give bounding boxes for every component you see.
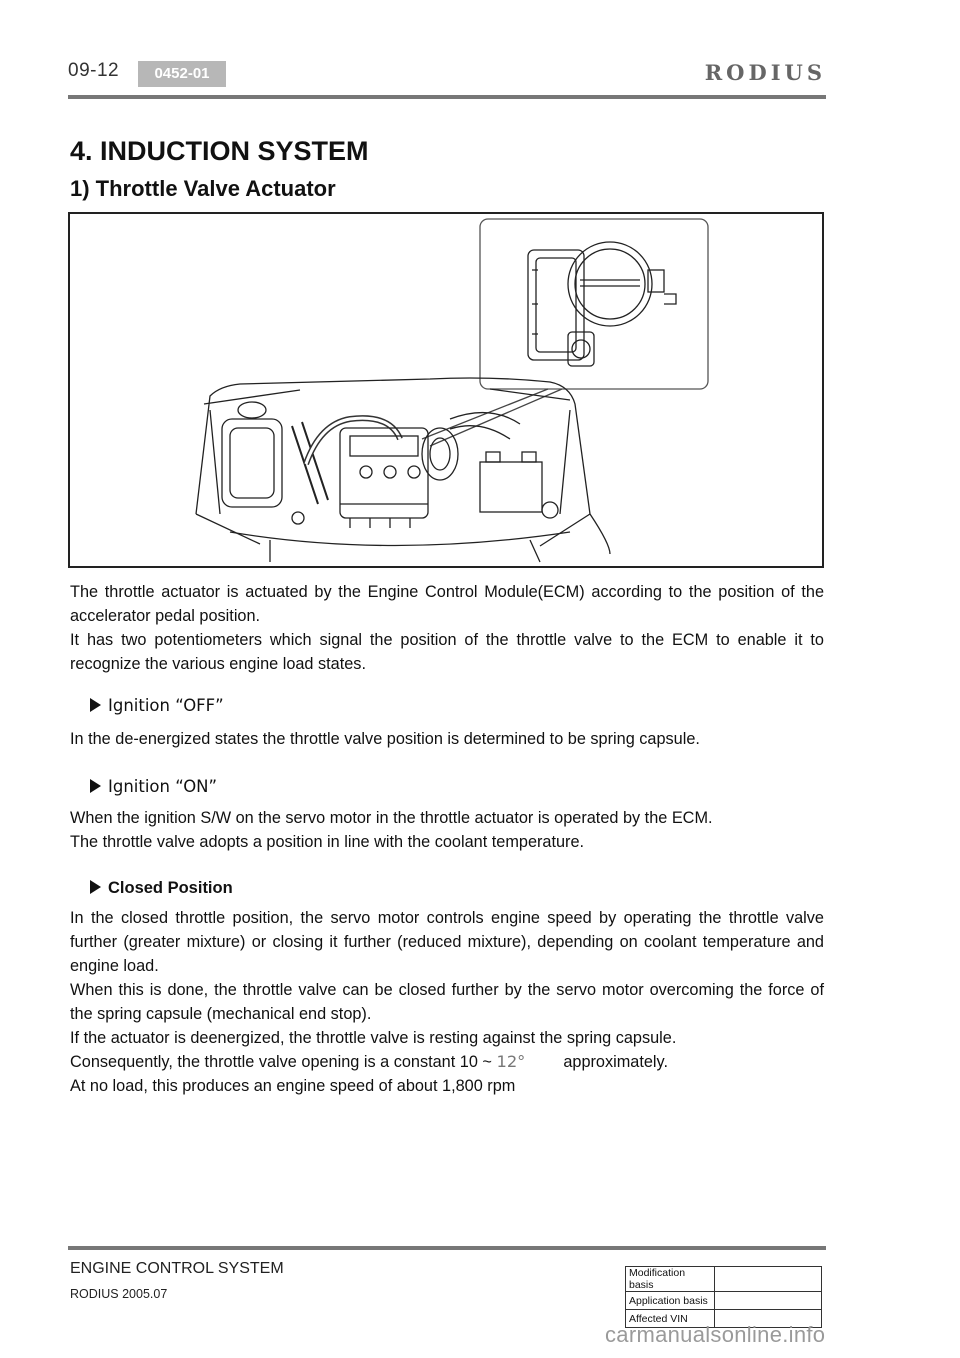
opening-suffix: approximately. [563,1053,668,1071]
opening-degree: 12° [496,1052,526,1071]
ignition-off-heading [90,696,224,716]
page-number: 09-12 [68,60,120,81]
modification-basis-value [715,1267,822,1292]
intro-text [70,580,824,676]
footer-divider [68,1246,826,1250]
revision-table [625,1266,822,1328]
sub-title: 1) Throttle Valve Actuator [70,176,336,201]
closed-paragraph-1: In the closed throttle position, the servo motor controls engine speed by operating the throttle valve further (greater mixture) or closing it further (reduced mixture), depending on coolant temperature and engine load. [70,909,824,975]
doc-code-badge: 0452-01 [138,61,226,87]
intro-paragraph-1: The throttle actuator is actuated by the Engine Control Module(ECM) according to the position of the accelerator pedal position. [70,583,824,625]
ignition-off-text: In the de-energized states the throttle valve position is determined to be spring capsule. [70,730,700,748]
closed-position-text [70,906,824,1098]
footer-title: ENGINE CONTROL SYSTEM [70,1260,284,1277]
ignition-on-line-1: When the ignition S/W on the servo motor in the throttle actuator is operated by the ECM. [70,809,713,827]
bullet-arrow-icon [90,698,101,712]
ignition-on-heading [90,777,217,797]
watermark: carmanualsonline.info [605,1322,826,1347]
table-row [626,1292,822,1310]
closed-paragraph-4 [70,1050,824,1074]
ignition-off-label: Ignition “OFF” [108,696,224,715]
closed-position-heading [90,879,233,898]
section-title: 4. INDUCTION SYSTEM [70,136,369,166]
closed-paragraph-5: At no load, this produces an engine speed of about 1,800 rpm [70,1077,516,1095]
bullet-arrow-icon [90,880,101,894]
closed-paragraph-2: When this is done, the throttle valve can be closed further by the servo motor overcoming the force of the spring capsule (mechanical end stop). [70,981,824,1023]
affected-vin-label: Affected VIN [626,1310,715,1328]
intro-paragraph-2: It has two potentiometers which signal the position of the throttle valve to the ECM to enable it to recognize the various engine load states. [70,631,824,673]
ignition-on-text [70,806,824,854]
footer-date: RODIUS 2005.07 [70,1287,168,1301]
application-basis-label: Application basis [626,1292,715,1310]
application-basis-value [715,1292,822,1310]
modification-basis-label: Modification basis [626,1267,715,1292]
ignition-on-line-2: The throttle valve adopts a position in line with the coolant temperature. [70,833,585,851]
closed-paragraph-3: If the actuator is deenergized, the throttle valve is resting against the spring capsule. [70,1029,677,1047]
opening-text: Consequently, the throttle valve opening is a constant 10 ~ [70,1053,492,1071]
ignition-on-label: Ignition “ON” [108,777,218,796]
engine-bay-illustration [68,212,824,568]
brand-logo: RODIUS [704,60,826,85]
table-row [626,1267,822,1292]
closed-position-label: Closed Position [108,879,233,897]
engine-line-drawing [70,214,822,566]
header-divider [68,95,826,99]
bullet-arrow-icon [90,779,101,793]
